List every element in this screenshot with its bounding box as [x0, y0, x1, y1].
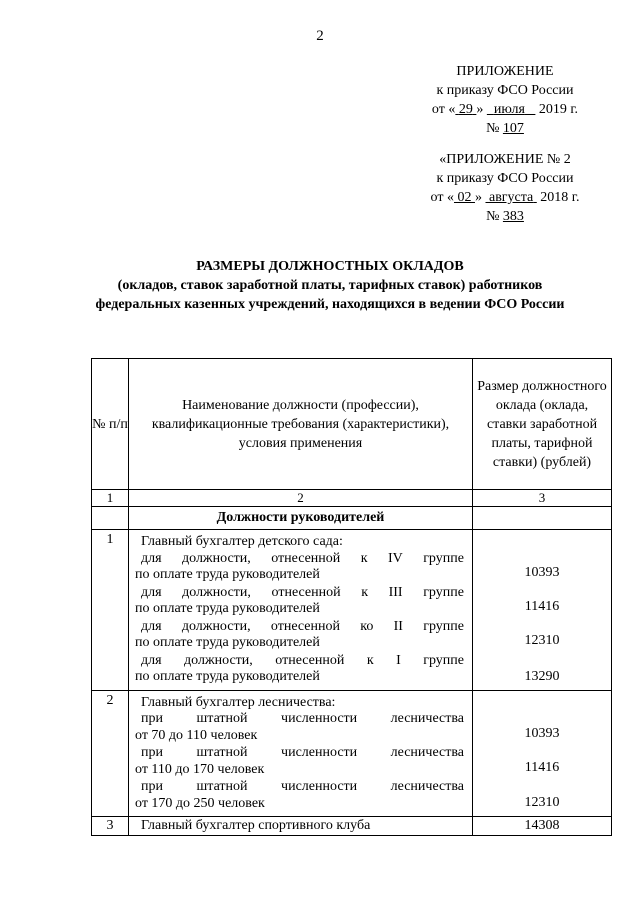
order-day: 29	[458, 102, 473, 117]
order-month: июля	[493, 102, 525, 117]
row-values	[473, 690, 612, 817]
table-row	[92, 530, 612, 691]
order-reference: к приказу ФСО России	[436, 171, 574, 186]
appendix-block-2	[395, 150, 615, 226]
salary-value: 11416	[524, 759, 560, 775]
order-month: августа	[488, 190, 534, 205]
salary-value: 13290	[524, 669, 560, 684]
table-header-row	[92, 359, 612, 490]
salary-value: 12310	[524, 633, 560, 648]
row-description: Главный бухгалтер спортивного клуба	[129, 817, 473, 836]
row-number: 1	[92, 530, 129, 691]
row-number: 2	[92, 690, 129, 817]
column-number-row: 1 2 3	[92, 490, 612, 507]
appendix-label: «ПРИЛОЖЕНИЕ № 2	[439, 152, 571, 167]
salary-table	[91, 358, 612, 836]
salary-value: 10393	[524, 565, 560, 580]
order-number: № 107	[486, 121, 524, 136]
salary-value: 12310	[524, 794, 560, 810]
order-reference: к приказу ФСО России	[436, 83, 574, 98]
table-row	[92, 690, 612, 817]
order-day: 02	[457, 190, 472, 205]
order-number: № 383	[486, 209, 524, 224]
salary-value: 11416	[524, 599, 560, 614]
header-num: № п/п	[92, 359, 129, 490]
row-description: Главный бухгалтер лесничества: при штатной численности лесничества от 70 до 110 человек при штатной численности лесничества от 110 до 170 человек при штатной численности лесничества от 170 до 250 человек	[129, 690, 473, 817]
table-row	[92, 817, 612, 836]
appendix-block-1	[395, 62, 615, 138]
salary-value: 10393	[524, 725, 560, 741]
salary-value: 14308	[473, 817, 612, 836]
row-values	[473, 530, 612, 691]
section-title: Должности руководителей	[129, 507, 473, 530]
order-date: от « 29 » июля 2019 г.	[431, 102, 579, 117]
row-number: 3	[92, 817, 129, 836]
order-date: от « 02 » августа 2018 г.	[430, 190, 580, 205]
header-salary: Размер должностного оклада (оклада, ставки заработной платы, тарифной ставки) (рублей)	[473, 359, 612, 490]
header-position: Наименование должности (профессии), квалификационные требования (характеристики), условия применения	[129, 359, 473, 490]
page-number: 2	[316, 28, 324, 44]
section-row	[92, 507, 612, 530]
appendix-label: ПРИЛОЖЕНИЕ	[456, 64, 554, 79]
document-title: РАЗМЕРЫ ДОЛЖНОСТНЫХ ОКЛАДОВ (окладов, ставок заработной платы, тарифных ставок) работников федеральных казенных учреждений, находящихся в ведении ФСО России	[95, 259, 565, 312]
row-description: Главный бухгалтер детского сада: для должности, отнесенной к IV группе по оплате труда руководителей для должности, отнесенной к III группе по оплате труда руководителей для должности, отнесенной ко II группе по оплате труда руководителей для должности, отнесенной к I группе по оплате труда руководителей	[129, 530, 473, 691]
